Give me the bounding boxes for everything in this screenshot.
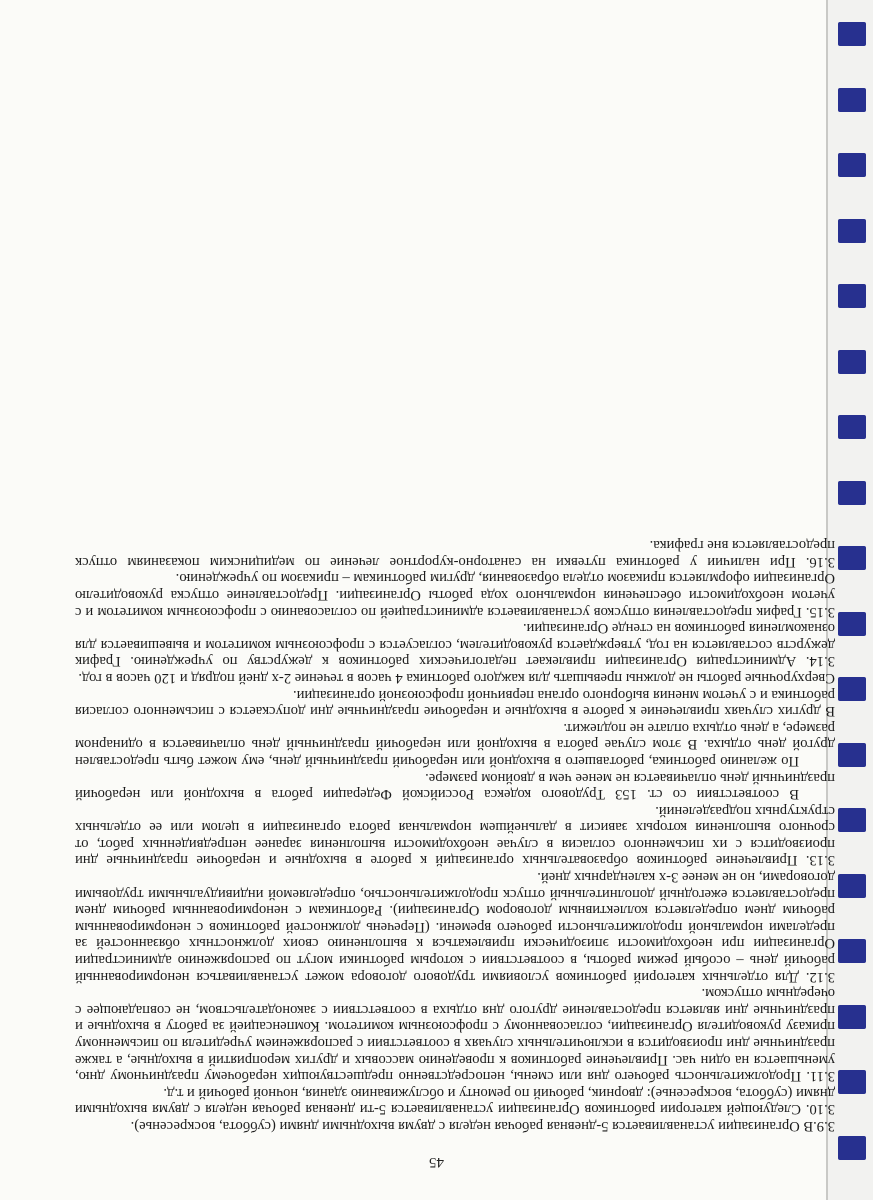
paragraph: 3.9.В Организации устанавливается 5-дневная рабочая неделя с двумя выходными днями (суббота, воскресенье).: [130, 1118, 835, 1134]
paragraph: 3.14. Администрация Организации привлекает педагогических работников к дежурству по учреждению. График дежурств составляется на год, утверждается руководителем, согласуется с профсоюзным комитетом и вывешивается для ознакомления работников на стенде Организации.: [75, 620, 835, 670]
paragraph: Сверхурочные работы не должны превышать для каждого работника 4 часов в течение 2-х дней подряд и 120 часов в год.: [78, 669, 835, 686]
paragraph: По желанию работника, работавшего в выходной или нерабочий праздничный день, ему может быть предоставлен другой день отдыха. В этом случае работа в выходной или нерабочий праздничный день оплачивается в одинарном размере, а день отдыха оплате не подлежит.: [75, 719, 835, 769]
paragraph: 3.16. При наличии у работника путевки на санаторно-курортное лечение по медицинским показаниям отпуск предоставляется вне графика.: [75, 537, 835, 570]
paragraph: 3.11. Продолжительность рабочего дня или смены, непосредственно предшествующих нерабочему праздничному дню, уменьшается на один час. Привлечение работников к проведению массовых и других мероприятий в выходные, а также праздничные дни производится в исключительных случаях в соответствии с распоряжением учредителя по письменному приказу руководителя Организации, согласованному с профсоюзным комитетом. Компенсацией за работу в выходные и праздничные дни является предоставление другого дня отдыха в соответствии с законодательством, не совпадающее с очередным отпуском.: [75, 985, 835, 1085]
document-body: [75, 537, 835, 1134]
paragraph: 3.15. График предоставления отпусков устанавливается администрацией по согласованию с профсоюзным комитетом и с учетом необходимости обеспечения нормального хода работы Организации. Предоставление отпуска руководителю Организации оформляется приказом отдела образования, другим работникам – приказом по учреждению.: [75, 570, 835, 620]
page-number: 45: [429, 1154, 444, 1170]
paragraph: 3.13. Привлечение работников образовательных организаций к работе в выходные и нерабочие праздничные дни производится с их письменного согласия в случае необходимости выполнения заранее непредвиденных работ, от срочного выполнения которых зависит в дальнейшем нормальная работа организации в целом или ее отдельных структурных подразделений.: [75, 802, 835, 869]
paragraph: В других случаях привлечение к работе в выходные и нерабочие праздничные дни допускается с письменного согласия работника и с учетом мнения выборного органа первичной профсоюзной организации.: [75, 686, 835, 720]
paragraph: В соответствии со ст. 153 Трудового кодекса Российской Федерации работа в выходной или нерабочий праздничный день оплачивается не менее чем в двойном размере.: [75, 769, 835, 803]
paragraph: 3.12. Для отдельных категорий работников условиями трудового договора может устанавливаться ненормированный рабочий день – особый режим работы, в соответствии с которым работники могут по распоряжению администрации Организации при необходимости эпизодически привлекаться к выполнению своих должностных обязанностей за пределами нормальной продолжительности рабочего времени. (Перечень должностей работников с ненормированным рабочим днем определяется коллективным договором Организации). Работникам с ненормированным рабочим днем предоставляется ежегодный дополнительный отпуск продолжительностью, определяемой индивидуальными трудовыми договорами, но не менее 3-х календарных дней.: [75, 869, 835, 985]
paragraph: 3.10. Следующей категории работников Организации устанавливается 5-ти дневная рабочая неделя с двумя выходными днями (суббота, воскресенье): дворник, рабочий по ремонту и обслуживанию здания, ночной рабочий и т.д.: [75, 1084, 835, 1118]
